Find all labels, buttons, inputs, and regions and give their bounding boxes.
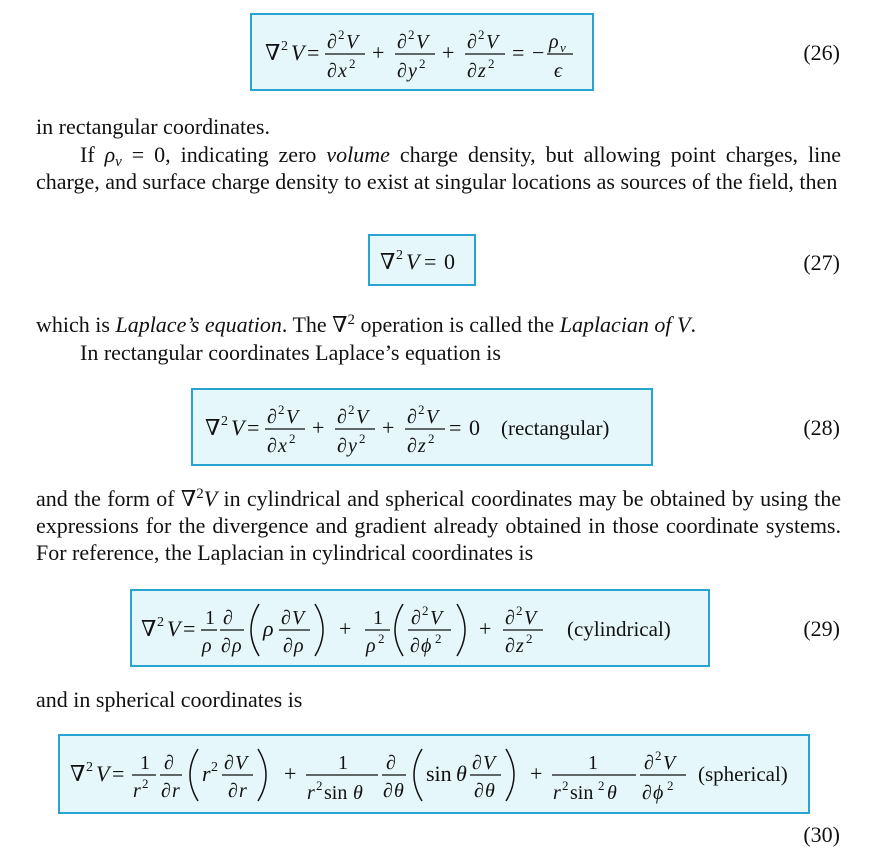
- svg-text:V: V: [483, 752, 496, 774]
- svg-text:ϕ: ϕ: [421, 635, 432, 657]
- svg-text:θ: θ: [353, 782, 363, 804]
- svg-text:+: +: [372, 40, 385, 65]
- text-run: in cylindrical and spherical coordinates may be obtained by using the expressions for the divergence and gradient already obtained in those coordinate systems. For reference, the Laplacian in cylindrical coordinates is: [36, 486, 841, 565]
- svg-text:∂: ∂: [228, 780, 238, 802]
- svg-text:ρ: ρ: [232, 635, 242, 657]
- svg-text:θ: θ: [456, 761, 467, 786]
- svg-text:θ: θ: [485, 780, 495, 802]
- svg-text:2: 2: [348, 402, 355, 417]
- svg-text:∂: ∂: [281, 607, 291, 629]
- svg-text:2: 2: [316, 778, 323, 793]
- svg-text:∇: ∇: [141, 616, 157, 641]
- svg-text:2: 2: [667, 778, 674, 793]
- svg-text:+: +: [339, 616, 352, 641]
- equation-29-box: [130, 589, 710, 667]
- svg-text:+: +: [442, 40, 455, 65]
- text-run: operation is called the: [355, 312, 560, 337]
- svg-text:∇: ∇: [205, 415, 221, 440]
- svg-text:2: 2: [408, 27, 415, 42]
- svg-text:2: 2: [516, 603, 523, 618]
- svg-text:2: 2: [289, 431, 296, 446]
- svg-text:∂: ∂: [327, 60, 337, 82]
- svg-text:2: 2: [428, 431, 435, 446]
- svg-text:z: z: [516, 635, 524, 657]
- svg-text:2: 2: [396, 248, 403, 263]
- svg-text:∂: ∂: [283, 635, 293, 657]
- equation-27: [374, 240, 470, 280]
- text-run: If: [80, 142, 105, 167]
- subscript-v: v: [115, 154, 122, 170]
- text-run: . The ∇: [281, 312, 348, 337]
- svg-text:∂: ∂: [383, 780, 393, 802]
- svg-text:r: r: [239, 780, 247, 802]
- svg-text:sin: sin: [570, 782, 594, 804]
- svg-text:V: V: [406, 249, 420, 274]
- svg-text:∂: ∂: [397, 60, 407, 82]
- equation-number-26: (26): [803, 40, 840, 65]
- svg-text:V: V: [167, 616, 181, 641]
- text-run: = 0, indicating zero: [121, 142, 327, 167]
- svg-text:0: 0: [444, 249, 455, 274]
- svg-text:2: 2: [338, 27, 345, 42]
- svg-text:2: 2: [142, 776, 149, 791]
- emphasis-laplace-equation: Laplace’s equation: [115, 312, 282, 337]
- svg-text:sin: sin: [426, 761, 452, 786]
- svg-text:∂: ∂: [224, 752, 234, 774]
- svg-text:r: r: [307, 782, 315, 804]
- svg-text:=: =: [512, 40, 525, 65]
- text-run: charge density, but allowing point charges, line charge, and surface charge density to exist at singular locations as sources of the field, then: [36, 142, 841, 194]
- svg-text:1: 1: [373, 607, 383, 629]
- svg-text:∂: ∂: [337, 406, 347, 428]
- svg-text:2: 2: [359, 431, 366, 446]
- svg-text:∇: ∇: [70, 761, 86, 786]
- superscript-2: 2: [347, 312, 356, 328]
- svg-text:2: 2: [478, 27, 485, 42]
- svg-text:z: z: [478, 60, 486, 82]
- svg-text:+: +: [312, 415, 325, 440]
- equation-30-box: [58, 734, 810, 814]
- svg-text:∂: ∂: [407, 435, 417, 457]
- svg-text:2: 2: [86, 760, 93, 775]
- svg-text:ρ: ρ: [549, 31, 559, 53]
- svg-text:2: 2: [281, 39, 288, 54]
- equation-number-28: (28): [803, 415, 840, 440]
- variable-v: V: [203, 486, 218, 511]
- svg-text:∂: ∂: [467, 60, 477, 82]
- svg-text:∂: ∂: [164, 752, 174, 774]
- svg-text:1: 1: [588, 752, 598, 774]
- label-spherical: (spherical): [698, 762, 788, 786]
- rho-symbol: ρ: [104, 142, 116, 167]
- svg-text:2: 2: [598, 778, 605, 793]
- svg-text:ρ: ρ: [366, 635, 376, 657]
- svg-text:=: =: [449, 415, 462, 440]
- paragraph-5: [36, 485, 841, 566]
- equation-30: [62, 737, 806, 811]
- equation-number-29: (29): [803, 616, 840, 641]
- svg-text:1: 1: [338, 752, 348, 774]
- svg-text:∂: ∂: [223, 607, 233, 629]
- equation-26: [257, 17, 587, 87]
- svg-text:∂: ∂: [644, 752, 654, 774]
- svg-text:∂: ∂: [337, 435, 347, 457]
- svg-text:∂: ∂: [386, 752, 396, 774]
- svg-text:∂: ∂: [474, 780, 484, 802]
- svg-text:x: x: [278, 435, 287, 457]
- svg-text:ρ: ρ: [263, 616, 274, 641]
- equation-number-27: (27): [803, 250, 840, 275]
- svg-text:x: x: [338, 60, 347, 82]
- svg-text:∂: ∂: [410, 635, 420, 657]
- svg-text:∂: ∂: [407, 406, 417, 428]
- svg-text:V: V: [416, 31, 429, 53]
- svg-text:r: r: [202, 761, 211, 786]
- svg-text:θ: θ: [394, 780, 404, 802]
- svg-text:sin: sin: [324, 782, 348, 804]
- paragraph-3: [36, 311, 841, 338]
- svg-text:2: 2: [378, 631, 385, 646]
- svg-text:V: V: [292, 607, 305, 629]
- svg-text:=: =: [112, 761, 125, 786]
- text-run: .: [690, 312, 696, 337]
- svg-text:V: V: [524, 607, 537, 629]
- equation-29: [135, 592, 705, 664]
- svg-text:∂: ∂: [472, 752, 482, 774]
- svg-text:=: =: [307, 40, 320, 65]
- svg-text:∂: ∂: [467, 31, 477, 53]
- svg-text:z: z: [418, 435, 426, 457]
- svg-text:2: 2: [422, 603, 429, 618]
- svg-text:2: 2: [157, 615, 164, 630]
- superscript-2: 2: [196, 486, 204, 502]
- svg-text:y: y: [348, 435, 357, 457]
- paragraph-4: In rectangular coordinates Laplace’s equation is: [80, 340, 501, 365]
- svg-text:V: V: [286, 406, 299, 428]
- svg-text:V: V: [663, 752, 676, 774]
- svg-text:∂: ∂: [411, 607, 421, 629]
- svg-text:y: y: [408, 60, 417, 82]
- svg-text:=: =: [424, 249, 437, 274]
- svg-text:∂: ∂: [327, 31, 337, 53]
- svg-text:V: V: [430, 607, 443, 629]
- paragraph-2: [36, 141, 841, 195]
- svg-text:v: v: [560, 40, 566, 55]
- svg-text:+: +: [479, 616, 492, 641]
- equation-number-30: (30): [803, 822, 840, 847]
- svg-text:V: V: [426, 406, 439, 428]
- svg-text:+: +: [530, 761, 543, 786]
- svg-text:∇: ∇: [380, 249, 396, 274]
- svg-text:∂: ∂: [505, 635, 515, 657]
- equation-26-box: [250, 13, 594, 91]
- svg-text:2: 2: [349, 56, 356, 71]
- svg-text:∂: ∂: [267, 406, 277, 428]
- svg-text:V: V: [346, 31, 359, 53]
- paragraph-1: in rectangular coordinates.: [36, 114, 270, 139]
- svg-text:2: 2: [221, 414, 228, 429]
- svg-text:+: +: [284, 761, 297, 786]
- svg-text:2: 2: [655, 748, 662, 763]
- svg-text:+: +: [382, 415, 395, 440]
- equation-28-box: [191, 388, 653, 466]
- svg-text:2: 2: [488, 56, 495, 71]
- svg-text:∂: ∂: [161, 780, 171, 802]
- svg-text:ϕ: ϕ: [653, 782, 664, 804]
- svg-text:ϵ: ϵ: [554, 60, 563, 82]
- svg-text:1: 1: [140, 752, 150, 774]
- paragraph-6: and in spherical coordinates is: [36, 687, 303, 712]
- svg-text:−: −: [532, 40, 545, 65]
- svg-text:r: r: [133, 780, 141, 802]
- label-cylindrical: (cylindrical): [567, 617, 671, 641]
- svg-text:V: V: [96, 761, 110, 786]
- svg-text:r: r: [553, 782, 561, 804]
- svg-text:∂: ∂: [642, 782, 652, 804]
- svg-text:0: 0: [469, 415, 480, 440]
- svg-text:θ: θ: [607, 782, 617, 804]
- svg-text:=: =: [183, 616, 196, 641]
- text-run: which is: [36, 312, 116, 337]
- svg-text:∂: ∂: [221, 635, 231, 657]
- svg-text:V: V: [356, 406, 369, 428]
- svg-text:ρ: ρ: [202, 635, 212, 657]
- svg-text:ρ: ρ: [294, 635, 304, 657]
- svg-text:∂: ∂: [397, 31, 407, 53]
- svg-text:V: V: [291, 40, 305, 65]
- emphasis-laplacian-of-v: Laplacian of V: [559, 312, 691, 337]
- svg-text:V: V: [486, 31, 499, 53]
- svg-text:2: 2: [562, 778, 569, 793]
- svg-text:2: 2: [419, 56, 426, 71]
- svg-text:∇: ∇: [265, 40, 281, 65]
- svg-text:∂: ∂: [505, 607, 515, 629]
- svg-text:∂: ∂: [267, 435, 277, 457]
- svg-text:2: 2: [435, 631, 442, 646]
- emphasis-volume: volume: [326, 142, 390, 167]
- svg-text:r: r: [172, 780, 180, 802]
- equation-27-box: [368, 234, 476, 286]
- svg-text:1: 1: [205, 607, 215, 629]
- svg-text:V: V: [231, 415, 245, 440]
- svg-text:2: 2: [211, 760, 218, 775]
- svg-text:=: =: [247, 415, 260, 440]
- svg-text:V: V: [235, 752, 248, 774]
- label-rectangular: (rectangular): [501, 416, 610, 440]
- svg-text:2: 2: [526, 631, 533, 646]
- text-run: and the form of ∇: [36, 486, 197, 511]
- equation-28: [197, 392, 647, 462]
- svg-text:2: 2: [418, 402, 425, 417]
- svg-text:2: 2: [278, 402, 285, 417]
